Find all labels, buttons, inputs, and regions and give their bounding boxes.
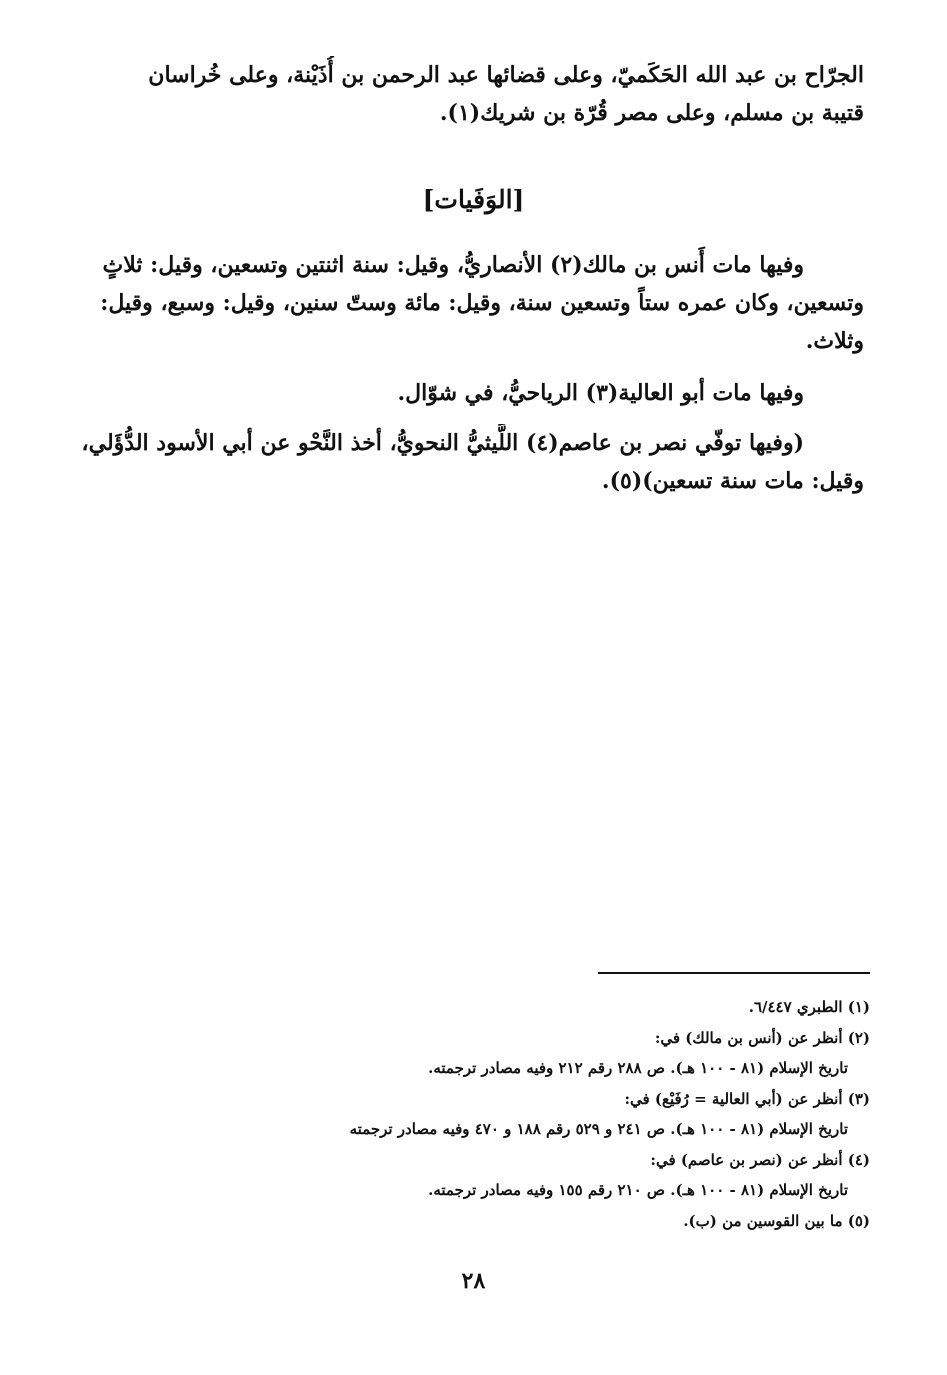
text-line: وتسعين، وكان عمره ستاً وتسعين سنة، وقيل: مائة وستّ سنين، وقيل: وسبع، وقيل: [100,290,864,316]
footnote-3: (٣) أنظر عن (أبي العالية = رُفَيْع) في: [624,1089,870,1108]
footnote-divider [598,972,870,974]
page-number: ٢٨ [461,1268,486,1294]
text-line: وفيها مات أَنس بن مالك(٢) الأنصاريُّ، وقيل: سنة اثنتين وتسعين، وقيل: ثلاثٍ [102,252,804,278]
footnote-4-source: تاريخ الإسلام (٨١ - ١٠٠ هـ). ص ٢١٠ رقم ١٥٥ وفيه مصادر ترجمته. [428,1181,848,1199]
paragraph-abu-aliya [60,374,864,412]
continuation-paragraph [60,56,864,132]
text-line: (وفيها توفّي نصر بن عاصم(٤) اللَّيثيُّ النحويُّ، أخذ النَّحْو عن أبي الأسود الدُّؤَلي، [81,430,804,456]
text-line: وفيها مات أبو العالية(٣) الرياحيُّ، في شوّال. [397,380,804,406]
footnote-5: (٥) ما بين القوسين من (ب). [683,1211,870,1230]
footnotes [100,992,870,1236]
text-line: الجرّاح بن عبد الله الحَكَميّ، وعلى قضائها عبد الرحمن بن أُذَيْنة، وعلى خُراسان [148,62,864,88]
text-line: وثلاث. [805,328,864,354]
paragraph-nasr [60,424,864,500]
text-line: قتيبة بن مسلم، وعلى مصر قُرّة بن شريك(١). [439,100,864,126]
text-line: وقيل: مات سنة تسعين)(٥). [601,468,864,494]
footnote-2-source: تاريخ الإسلام (٨١ - ١٠٠ هـ). ص ٢٨٨ رقم ٢١٢ وفيه مصادر ترجمته. [428,1059,848,1077]
footnote-2: (٢) أنظر عن (أنس بن مالك) في: [654,1028,870,1047]
footnote-4: (٤) أنظر عن (نصر بن عاصم) في: [650,1150,870,1169]
section-heading: [الوَفَيات] [422,185,525,214]
paragraph-anas [60,246,864,360]
footnote-3-source: تاريخ الإسلام (٨١ - ١٠٠ هـ). ص ٢٤١ و ٥٢٩ رقم ١٨٨ و ٤٧٠ وفيه مصادر ترجمته [349,1120,848,1138]
footnote-1: (١) الطبري ٦/٤٤٧. [748,998,870,1016]
